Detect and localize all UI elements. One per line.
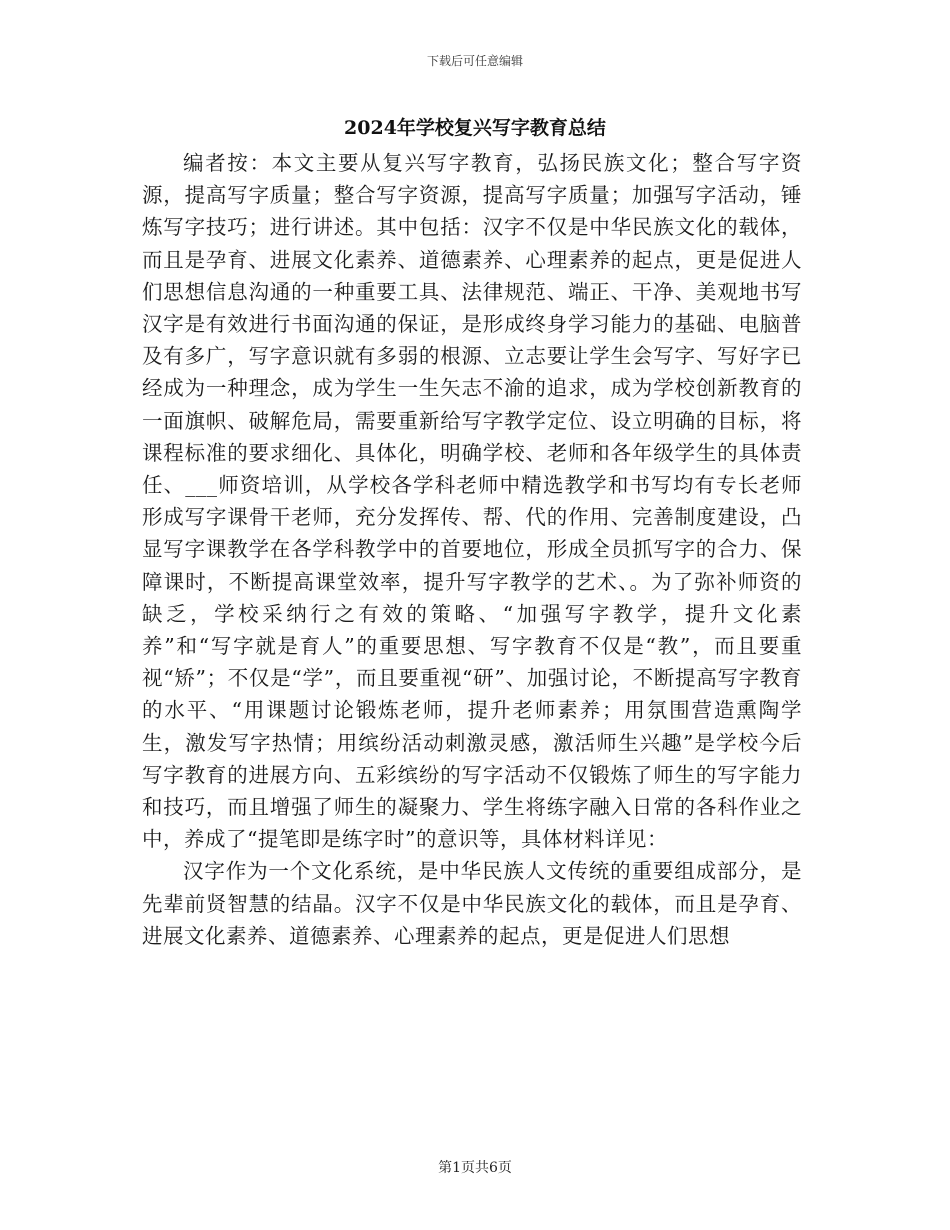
document-body xyxy=(142,147,802,952)
document-title: 2024年学校复兴写字教育总结 xyxy=(344,117,606,139)
page-header-note: 下载后可任意编辑 xyxy=(426,54,523,68)
body-paragraph: 汉字作为一个文化系统，是中华民族人文传统的重要组成部分，是先辈前贤智慧的结晶。汉字不仅是中华民族文化的载体，而且是孕育、进展文化素养、道德素养、心理素养的起点，更是促进人们思想 xyxy=(142,859,802,948)
editor-note-paragraph: 编者按：本文主要从复兴写字教育，弘扬民族文化；整合写字资源，提高写字质量；整合写字资源，提高写字质量；加强写字活动，锤炼写字技巧；进行讲述。其中包括：汉字不仅是中华民族文化的载体，而且是孕育、进展文化素养、道德素养、心理素养的起点，更是促进人们思想信息沟通的一种重要工具、法律规范、端正、干净、美观地书写汉字是有效进行书面沟通的保证，是形成终身学习能力的基础、电脑普及有多广，写字意识就有多弱的根源、立志要让学生会写字、写好字已经成为一种理念，成为学生一生矢志不渝的追求，成为学校创新教育的一面旗帜、破解危局，需要重新给写字教学定位、设立明确的目标，将课程标准的要求细化、具体化，明确学校、老师和各年级学生的具体责任、___师资培训，从学校各学科老师中精选教学和书写均有专长老师形成写字课骨干老师，充分发挥传、帮、代的作用、完善制度建设，凸显写字课教学在各学科教学中的首要地位，形成全员抓写字的合力、保障课时，不断提高课堂效率，提升写字教学的艺术、。为了弥补师资的缺乏，学校采纳行之有效的策略、“加强写字教学，提升文化素养”和“写字就是育人”的重要思想、写字教育不仅是“教”，而且要重视“矫”；不仅是“学”，而且要重视“研”、加强讨论，不断提高写字教育的水平、“用课题讨论锻炼老师，提升老师素养；用氛围营造熏陶学生，激发写字热情；用缤纷活动刺激灵感，激活师生兴趣”是学校今后写字教育的进展方向、五彩缤纷的写字活动不仅锻炼了师生的写字能力和技巧，而且增强了师生的凝聚力、学生将练字融入日常的各科作业之中，养成了“提笔即是练字时”的意识等，具体材料详见： xyxy=(142,151,802,852)
page-number-indicator: 第1页共6页 xyxy=(438,1160,512,1176)
